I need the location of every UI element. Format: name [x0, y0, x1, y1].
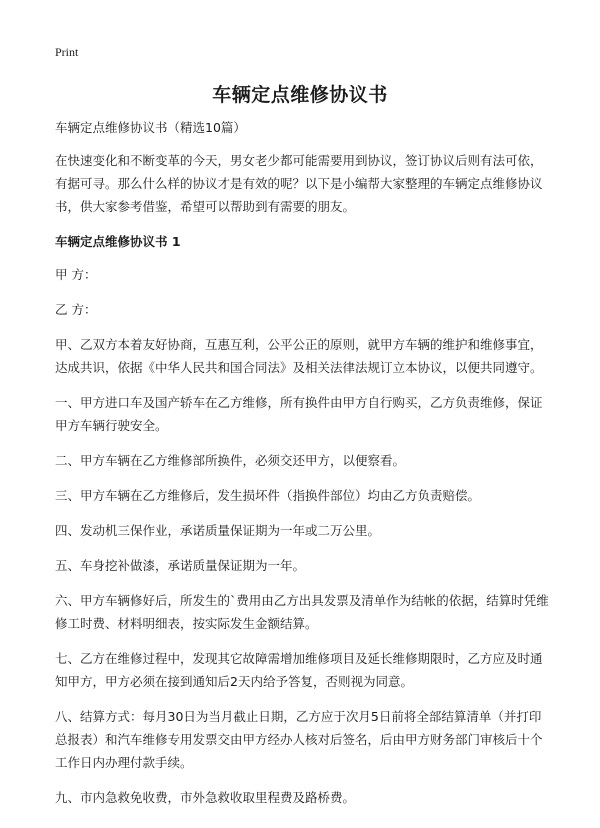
clause-item: 一、甲方进口车及国产轿车在乙方维修，所有换件由甲方自行购买，乙方负责维修，保证甲方车辆行驶安全。 — [55, 395, 543, 433]
print-link[interactable]: Print — [55, 45, 79, 59]
intro-paragraph: 在快速变化和不断变革的今天，男女老少都可能需要用到协议，签订协议后则有法可依，有据可寻。那么什么样的协议才是有效的呢？以下是小编帮大家整理的车辆定点维修协议书，供大家参考借鉴，希望可以帮助到有需要的朋友。 — [55, 153, 543, 214]
clause-item: 五、车身挖补做漆，承诺质量保证期为一年。 — [55, 558, 306, 573]
clause-item: 六、甲方车辆修好后，所发生的`费用由乙方出具发票及清单作为结帐的依据，结算时凭维修工时费、材料明细表，按实际发生金额结算。 — [55, 593, 549, 631]
preamble-paragraph: 甲、乙双方本着友好协商，互惠互利，公平公正的原则，就甲方车辆的维护和维修事宜，达成共识，依据《中华人民共和国合同法》及相关法律法规订立本协议，以便共同遵守。 — [55, 337, 543, 375]
document-subtitle: 车辆定点维修协议书（精选10篇） — [55, 120, 246, 135]
clause-item: 九、市内急救免收费，市外急救收取里程费及路桥费。 — [55, 790, 356, 805]
party-b-field: 乙 方： — [55, 302, 97, 317]
clause-item: 三、甲方车辆在乙方维修后，发生损坏件（指换件部位）均由乙方负责赔偿。 — [55, 488, 481, 503]
section-heading: 车辆定点维修协议书 1 — [55, 234, 181, 249]
document-body — [55, 116, 550, 821]
clause-item: 八、结算方式：每月30日为当月截止日期，乙方应于次月5日前将全部结算清单（并打印总报表）和汽车维修专用发票交由甲方经办人核对后签名，后由甲方财务部门审核后十个工作日内办理付款手续。 — [55, 709, 543, 770]
clause-item: 四、发动机三保作业，承诺质量保证期为一年或二万公里。 — [55, 523, 381, 538]
page-title: 车辆定点维修协议书 — [212, 84, 388, 106]
clause-item: 七、乙方在维修过程中，发现其它故障需增加维修项目及延长维修期限时，乙方应及时通知甲方，甲方必须在接到通知后2天内给予答复，否则视为同意。 — [55, 651, 543, 689]
clause-item: 二、甲方车辆在乙方维修部所换件，必须交还甲方，以便察看。 — [55, 453, 406, 468]
party-a-field: 甲 方： — [55, 267, 97, 282]
